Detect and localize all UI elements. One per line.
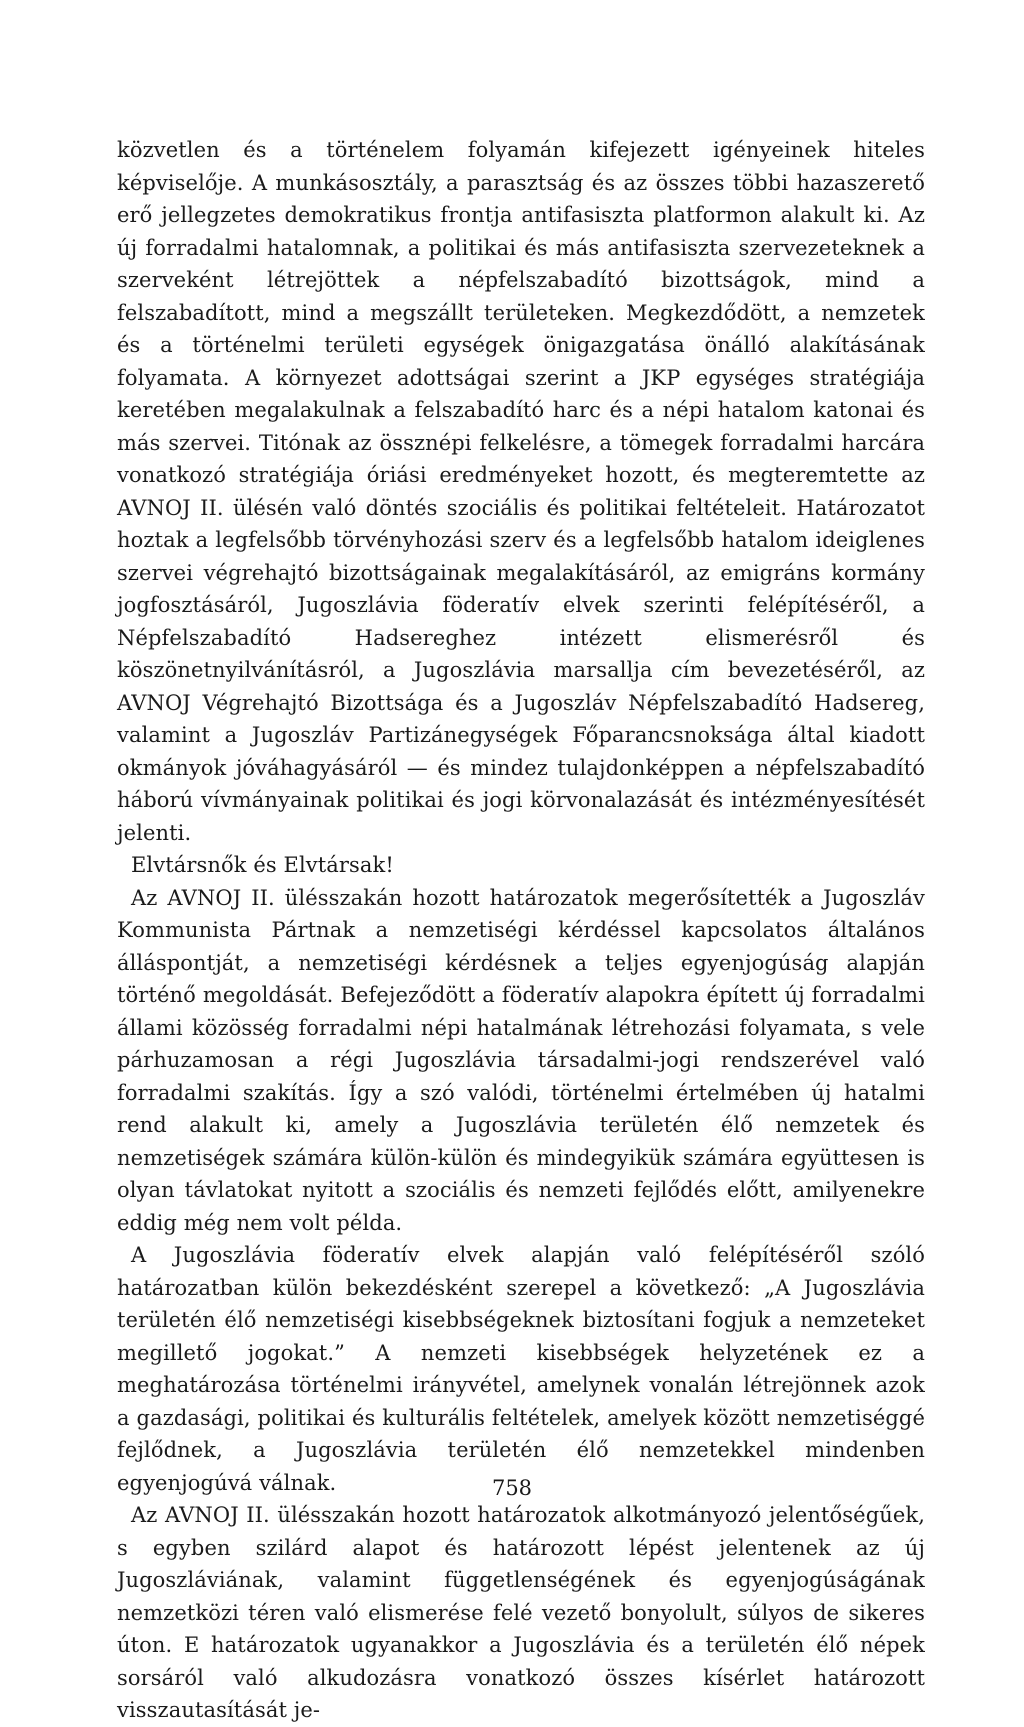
paragraph-avnoj-nationality: Az AVNOJ II. ülésszakán hozott határozatok megerősítették a Jugoszláv Kommunista Pártnak a nemzetiségi kérdéssel kapcsolatos általános álláspontját, a nemzetiségi kérdésnek a teljes egyenjogúság alapján történő megoldását. Befejeződött a föderatív alapokra épített új forradalmi állami közösség forradalmi népi hatalmának létrehozási folyamata, s vele párhuzamosan a régi Jugoszlávia társadalmi-jogi rendszerével való forradalmi szakítás. Így a szó valódi, történelmi értelmében új hatalmi rend alakult ki, amely a Jugoszlávia területén élő nemzetek és nemzetiségek számára külön-külön és mindegyikük számára együttesen is olyan távlatokat nyitott a szociális és nemzeti fejlődés előtt, amilyenekre eddig még nem volt példa.: [117, 885, 925, 1235]
paragraph-minorities: A Jugoszlávia föderatív elvek alapján való felépítéséről szóló határozatban külön bekezdésként szerepel a következő: „A Jugoszlávia területén élő nemzetiségi kisebbségeknek biztosítani fogjuk a nemzeteket megillető jogokat.” A nemzeti kisebbségek helyzetének ez a meghatározása történelmi irányvétel, amelynek vonalán létrejönnek azok a gazdasági, politikai és kulturális feltételek, amelyek között nemzetiséggé fejlődnek, a Jugoszlávia területén élő nemzetekkel mindenben egyenjogúvá válnak.: [117, 1243, 925, 1495]
paragraph-continuation: közvetlen és a történelem folyamán kifejezett igényeinek hiteles képviselője. A munkásosztály, a parasztság és az összes többi hazaszerető erő jellegzetes demokratikus frontja antifasiszta platformon alakult ki. Az új forradalmi hatalomnak, a politikai és más antifasiszta szervezeteknek a szerveként létrejöttek a népfelszabadító bizottságok, mind a felszabadított, mind a megszállt területeken. Megkezdődött, a nemzetek és a történelmi területi egységek önigazgatása önálló alakításának folyamata. A környezet adottságai szerint a JKP egységes stratégiája keretében megalakulnak a felszabadító harc és a népi hatalom katonai és más szervei. Titónak az össznépi felkelésre, a tömegek forradalmi harcára vonatkozó stratégiája óriási eredményeket hozott, és megteremtette az AVNOJ II. ülésén való döntés szociális és politikai feltételeit. Határozatot hoztak a legfelsőbb törvényhozási szerv és a legfelsőbb hatalom ideiglenes szervei végrehajtó bizottságainak megalakításáról, az emigráns kormány jogfosztásáról, Jugoszlávia föderatív elvek szerinti felépítéséről, a Népfelszabadító Hadsereghez intézett elismerésről és köszönetnyilvánításról, a Jugoszlávia marsallja cím bevezetéséről, az AVNOJ Végrehajtó Bizottsága és a Jugoszláv Népfelszabadító Hadsereg, valamint a Jugoszláv Partizánegységek Főparancsnoksága által kiadott okmányok jóváhagyásáról — és mindez tulajdonképpen a népfelszabadító háború vívmányainak politikai és jogi körvonalazását és intézményesítését jelenti.: [117, 138, 925, 845]
page-number: 758: [491, 1476, 533, 1500]
paragraph-constitutional: Az AVNOJ II. ülésszakán hozott határozatok alkotmányozó jelentőségűek, s egyben szilárd alapot és határozott lépést jelentenek az új Jugoszláviának, valamint függetlenségének és egyenjogúságának nemzetközi téren való elismerése felé vezető bonyolult, súlyos de sikeres úton. E határozatok ugyanakkor a Jugoszlávia és a területén élő népek sorsáról való alkudozásra vonatkozó összes kísérlet határozott visszautasítását je-: [117, 1503, 925, 1722]
paragraph-salutation: Elvtársnők és Elvtársak!: [131, 853, 394, 877]
